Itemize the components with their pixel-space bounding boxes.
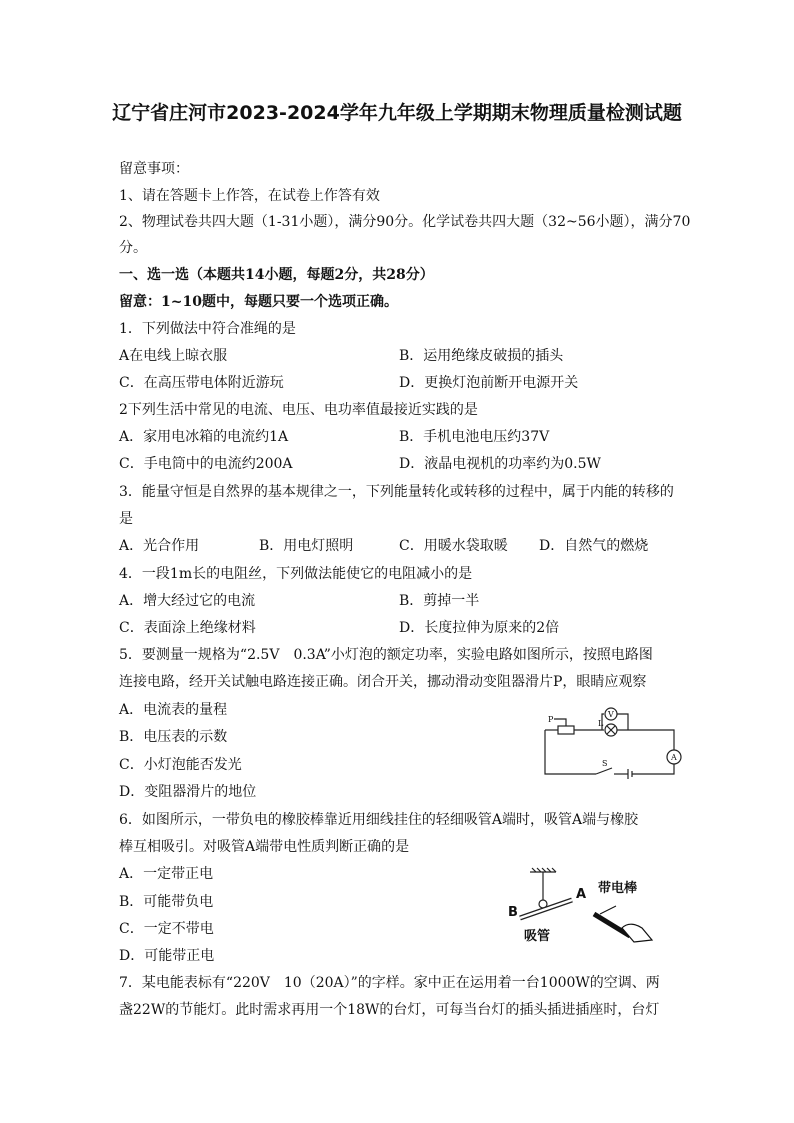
straw-end-b-label: B — [508, 905, 518, 920]
q4-option-d: D．长度拉伸为原来的2倍 — [399, 620, 560, 636]
q1-option-d: D．更换灯泡前断开电源开关 — [399, 375, 579, 391]
q5-option-d: D．变阻器滑片的地位 — [119, 784, 257, 800]
rheostat-label: P — [548, 715, 554, 724]
voltmeter-label: V — [608, 710, 614, 719]
note-2-line2: 分。 — [119, 240, 147, 256]
q4-stem: 4．一段1m长的电阻丝，下列做法能使它的电阻减小的是 — [119, 566, 473, 582]
q3-option-c: C．用暖水袋取暖 — [399, 538, 508, 554]
q7-stem: 7．某电能表标有“220V 10（20A）”的字样。家中正在运用着一台1000W的空调、两 — [119, 975, 660, 991]
q6-stem-cont: 棒互相吸引。对吸管A端带电性质判断正确的是 — [119, 839, 410, 855]
q5-option-b: B．电压表的示数 — [119, 729, 228, 745]
notes-heading: 留意事项： — [119, 161, 189, 177]
q2-option-d: D．液晶电视机的功率约为0.5W — [399, 456, 601, 472]
q6-option-b: B．可能带负电 — [119, 894, 214, 910]
q5-option-a: A．电流表的量程 — [119, 702, 228, 718]
q4-option-b: B．剪掉一半 — [399, 593, 480, 609]
q3-stem-cont: 是 — [119, 511, 133, 527]
q1-option-b: B．运用绝缘皮破损的插头 — [399, 348, 564, 364]
section-note: 留意：1~10题中，每题只要一个选项正确。 — [119, 294, 398, 310]
q5-stem: 5．要测量一规格为“2.5V 0.3A”小灯泡的额定功率，实验电路如图所示，按照电路图 — [119, 647, 653, 663]
page-title: 辽宁省庄河市2023-2024学年九年级上学期期末物理质量检测试题 — [112, 102, 682, 124]
q7-stem-cont: 盏22W的节能灯。此时需求再用一个18W的台灯，可每当台灯的插头插进插座时，台灯 — [119, 1002, 660, 1018]
q6-option-a: A．一定带正电 — [119, 866, 214, 882]
q1-stem: 1．下列做法中符合准绳的是 — [119, 321, 296, 337]
note-2-line1: 2、物理试卷共四大题（1-31小题），满分90分。化学试卷共四大题（32~56小题），满分70 — [119, 214, 691, 230]
q2-option-c: C．手电筒中的电流约200A — [119, 456, 293, 472]
q4-option-a: A．增大经过它的电流 — [119, 593, 256, 609]
straw-label: 吸管 — [524, 929, 551, 944]
section-heading: 一、选一选（本题共14小题，每题2分，共28分） — [119, 267, 434, 283]
lamp-label: L — [598, 719, 604, 728]
q5-stem-cont: 连接电路，经开关试触电路连接正确。闭合开关，挪动滑动变阻器滑片P，眼睛应观察 — [119, 674, 647, 690]
charged-rod-diagram — [502, 866, 662, 946]
q2-option-a: A．家用电冰箱的电流约1A — [119, 429, 289, 445]
q4-option-c: C．表面涂上绝缘材料 — [119, 620, 256, 636]
q3-option-b: B．用电灯照明 — [259, 538, 354, 554]
q5-option-c: C．小灯泡能否发光 — [119, 757, 242, 773]
q6-stem: 6．如图所示，一带负电的橡胶棒靠近用细线挂住的轻细吸管A端时，吸管A端与橡胶 — [119, 812, 639, 828]
q3-stem: 3．能量守恒是自然界的基本规律之一，下列能量转化或转移的过程中，属于内能的转移的 — [119, 484, 674, 500]
circuit-diagram — [540, 706, 690, 782]
switch-label: S — [602, 759, 608, 768]
q3-option-d: D．自然气的燃烧 — [539, 538, 649, 554]
q2-option-b: B．手机电池电压约37V — [399, 429, 550, 445]
straw-end-a-label: A — [576, 887, 587, 902]
q6-option-d: D．可能带正电 — [119, 948, 215, 964]
ammeter-label: A — [671, 753, 677, 762]
q1-option-c: C．在高压带电体附近游玩 — [119, 375, 284, 391]
note-1: 1、请在答题卡上作答，在试卷上作答有效 — [119, 188, 380, 204]
q2-stem: 2下列生活中常见的电流、电压、电功率值最接近实践的是 — [119, 402, 478, 418]
q6-option-c: C．一定不带电 — [119, 921, 214, 937]
q3-option-a: A．光合作用 — [119, 538, 200, 554]
rod-label: 带电棒 — [598, 881, 638, 896]
q1-option-a: A在电线上晾衣服 — [119, 348, 228, 364]
